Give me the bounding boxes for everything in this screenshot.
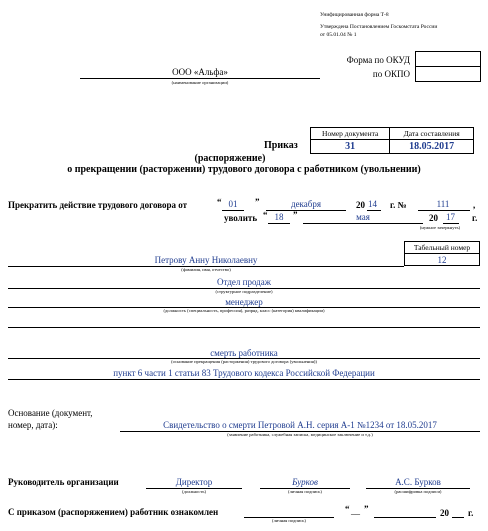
- contract-number: 111: [436, 199, 450, 209]
- contract-from-quote-open: “: [217, 197, 222, 207]
- form-name: Унифицированная форма Т-8: [320, 12, 389, 18]
- okpo-label: по ОКПО: [372, 69, 410, 79]
- acquainted-month-line: [374, 517, 436, 518]
- dismiss-year-suffix: г.: [472, 213, 478, 223]
- department: Отдел продаж: [217, 277, 271, 287]
- organization-caption: (наименование организации): [171, 80, 229, 85]
- contract-number-label: г. №: [390, 200, 407, 210]
- doc-table: [310, 127, 474, 154]
- okud-label: Форма по ОКУД: [346, 55, 410, 65]
- head-name: А.С. Бурков: [395, 477, 441, 487]
- dismiss-year-prefix: 20: [429, 213, 438, 223]
- contract-from-month-line: [266, 210, 346, 211]
- contract-from-year-prefix: 20: [356, 200, 365, 210]
- dismiss-quote-open: “: [263, 210, 268, 220]
- acquainted-year-suffix: г.: [468, 508, 474, 518]
- organization-name: ООО «Альфа»: [172, 67, 228, 77]
- doc-number-header: Номер документа: [311, 128, 390, 140]
- title-order: Приказ: [264, 140, 298, 151]
- tab-number: 12: [405, 254, 480, 266]
- acquainted-label: С приказом (распоряжением) работник ознакомлен: [8, 507, 219, 517]
- dismiss-month: мая: [356, 212, 370, 222]
- approved-line2: от 05.01.04 № 1: [320, 32, 357, 38]
- head-position: Директор: [175, 477, 213, 487]
- head-signature: Бурков: [292, 477, 318, 487]
- dismiss-day-line: [268, 223, 290, 224]
- approved-line1: Утверждена Постановлением Госкомстата России: [320, 24, 438, 30]
- acquainted-year-line: [452, 517, 464, 518]
- organization-line: [80, 78, 320, 79]
- dismissal-reason-caption: (основание прекращения (расторжения) трудового договора (увольнения)): [171, 359, 317, 364]
- dismiss-label: уволить: [224, 213, 258, 223]
- acquainted-day-blank: __: [351, 506, 360, 516]
- contract-number-line: [418, 210, 470, 211]
- title-subject: о прекращении (расторжении) трудового договора с работником (увольнении): [67, 164, 421, 175]
- contract-from-year-line: [367, 210, 381, 211]
- employee-name: Петрову Анну Николаевну: [154, 255, 258, 265]
- head-position-caption: (должность): [181, 489, 207, 494]
- basis-label-2: номер, дата):: [8, 420, 58, 430]
- contract-from-quote-close: ”: [255, 197, 260, 207]
- dismiss-year: 17: [446, 212, 455, 222]
- doc-number: 31: [311, 140, 390, 154]
- contract-from-month: декабря: [290, 199, 322, 209]
- head-signature-caption: (личная подпись): [288, 489, 322, 494]
- legal-article-line: [8, 379, 480, 380]
- okpo-cell: [416, 67, 481, 82]
- head-name-caption: (расшифровка подписи): [394, 489, 442, 494]
- basis-label-1: Основание (документ,: [8, 408, 93, 418]
- blank-line-1: [8, 327, 480, 328]
- tab-number-header: Табельный номер: [405, 242, 480, 254]
- position: менеджер: [225, 297, 263, 307]
- caption-needed: (нужное зачеркнуть): [419, 225, 461, 230]
- codes-box: [415, 51, 481, 82]
- dismiss-day: 18: [274, 212, 284, 222]
- dismiss-quote-close: ”: [293, 210, 298, 220]
- contract-comma: ,: [473, 200, 476, 210]
- legal-article: пункт 6 части 1 статьи 83 Трудового кодекса Российской Федерации: [113, 368, 375, 378]
- position-caption: (должность (специальность, профессия), разряд, класс (категория) квалификации): [163, 308, 325, 313]
- dismiss-year-line: [443, 223, 459, 224]
- tab-number-table: [404, 241, 480, 266]
- title-order-alt: (распоряжение): [194, 153, 266, 164]
- acquainted-quote-close: ”: [364, 504, 369, 514]
- dismissal-reason: смерть работника: [210, 348, 278, 358]
- doc-date: 18.05.2017: [390, 140, 474, 154]
- doc-date-header: Дата составления: [390, 128, 474, 140]
- acquainted-signature-caption: (личная подпись): [272, 518, 306, 523]
- employee-name-caption: (фамилия, имя, отчество): [181, 267, 231, 272]
- contract-label: Прекратить действие трудового договора от: [8, 200, 188, 210]
- basis-value: Свидетельство о смерти Петровой А.Н. серия А-1 №1234 от 18.05.2017: [163, 420, 437, 430]
- head-label: Руководитель организации: [8, 477, 119, 487]
- contract-from-day: 01: [228, 199, 238, 209]
- dismiss-month-line: [303, 223, 423, 224]
- department-caption: (структурное подразделение): [215, 289, 273, 294]
- okud-cell: [416, 52, 481, 67]
- acquainted-quote-open: “: [345, 504, 350, 514]
- basis-caption: (заявление работника, служебная записка, медицинское заключение и т.д.): [227, 432, 373, 437]
- contract-from-day-line: [222, 210, 244, 211]
- contract-from-year: 14: [368, 199, 377, 209]
- acquainted-year-prefix: 20: [440, 508, 449, 518]
